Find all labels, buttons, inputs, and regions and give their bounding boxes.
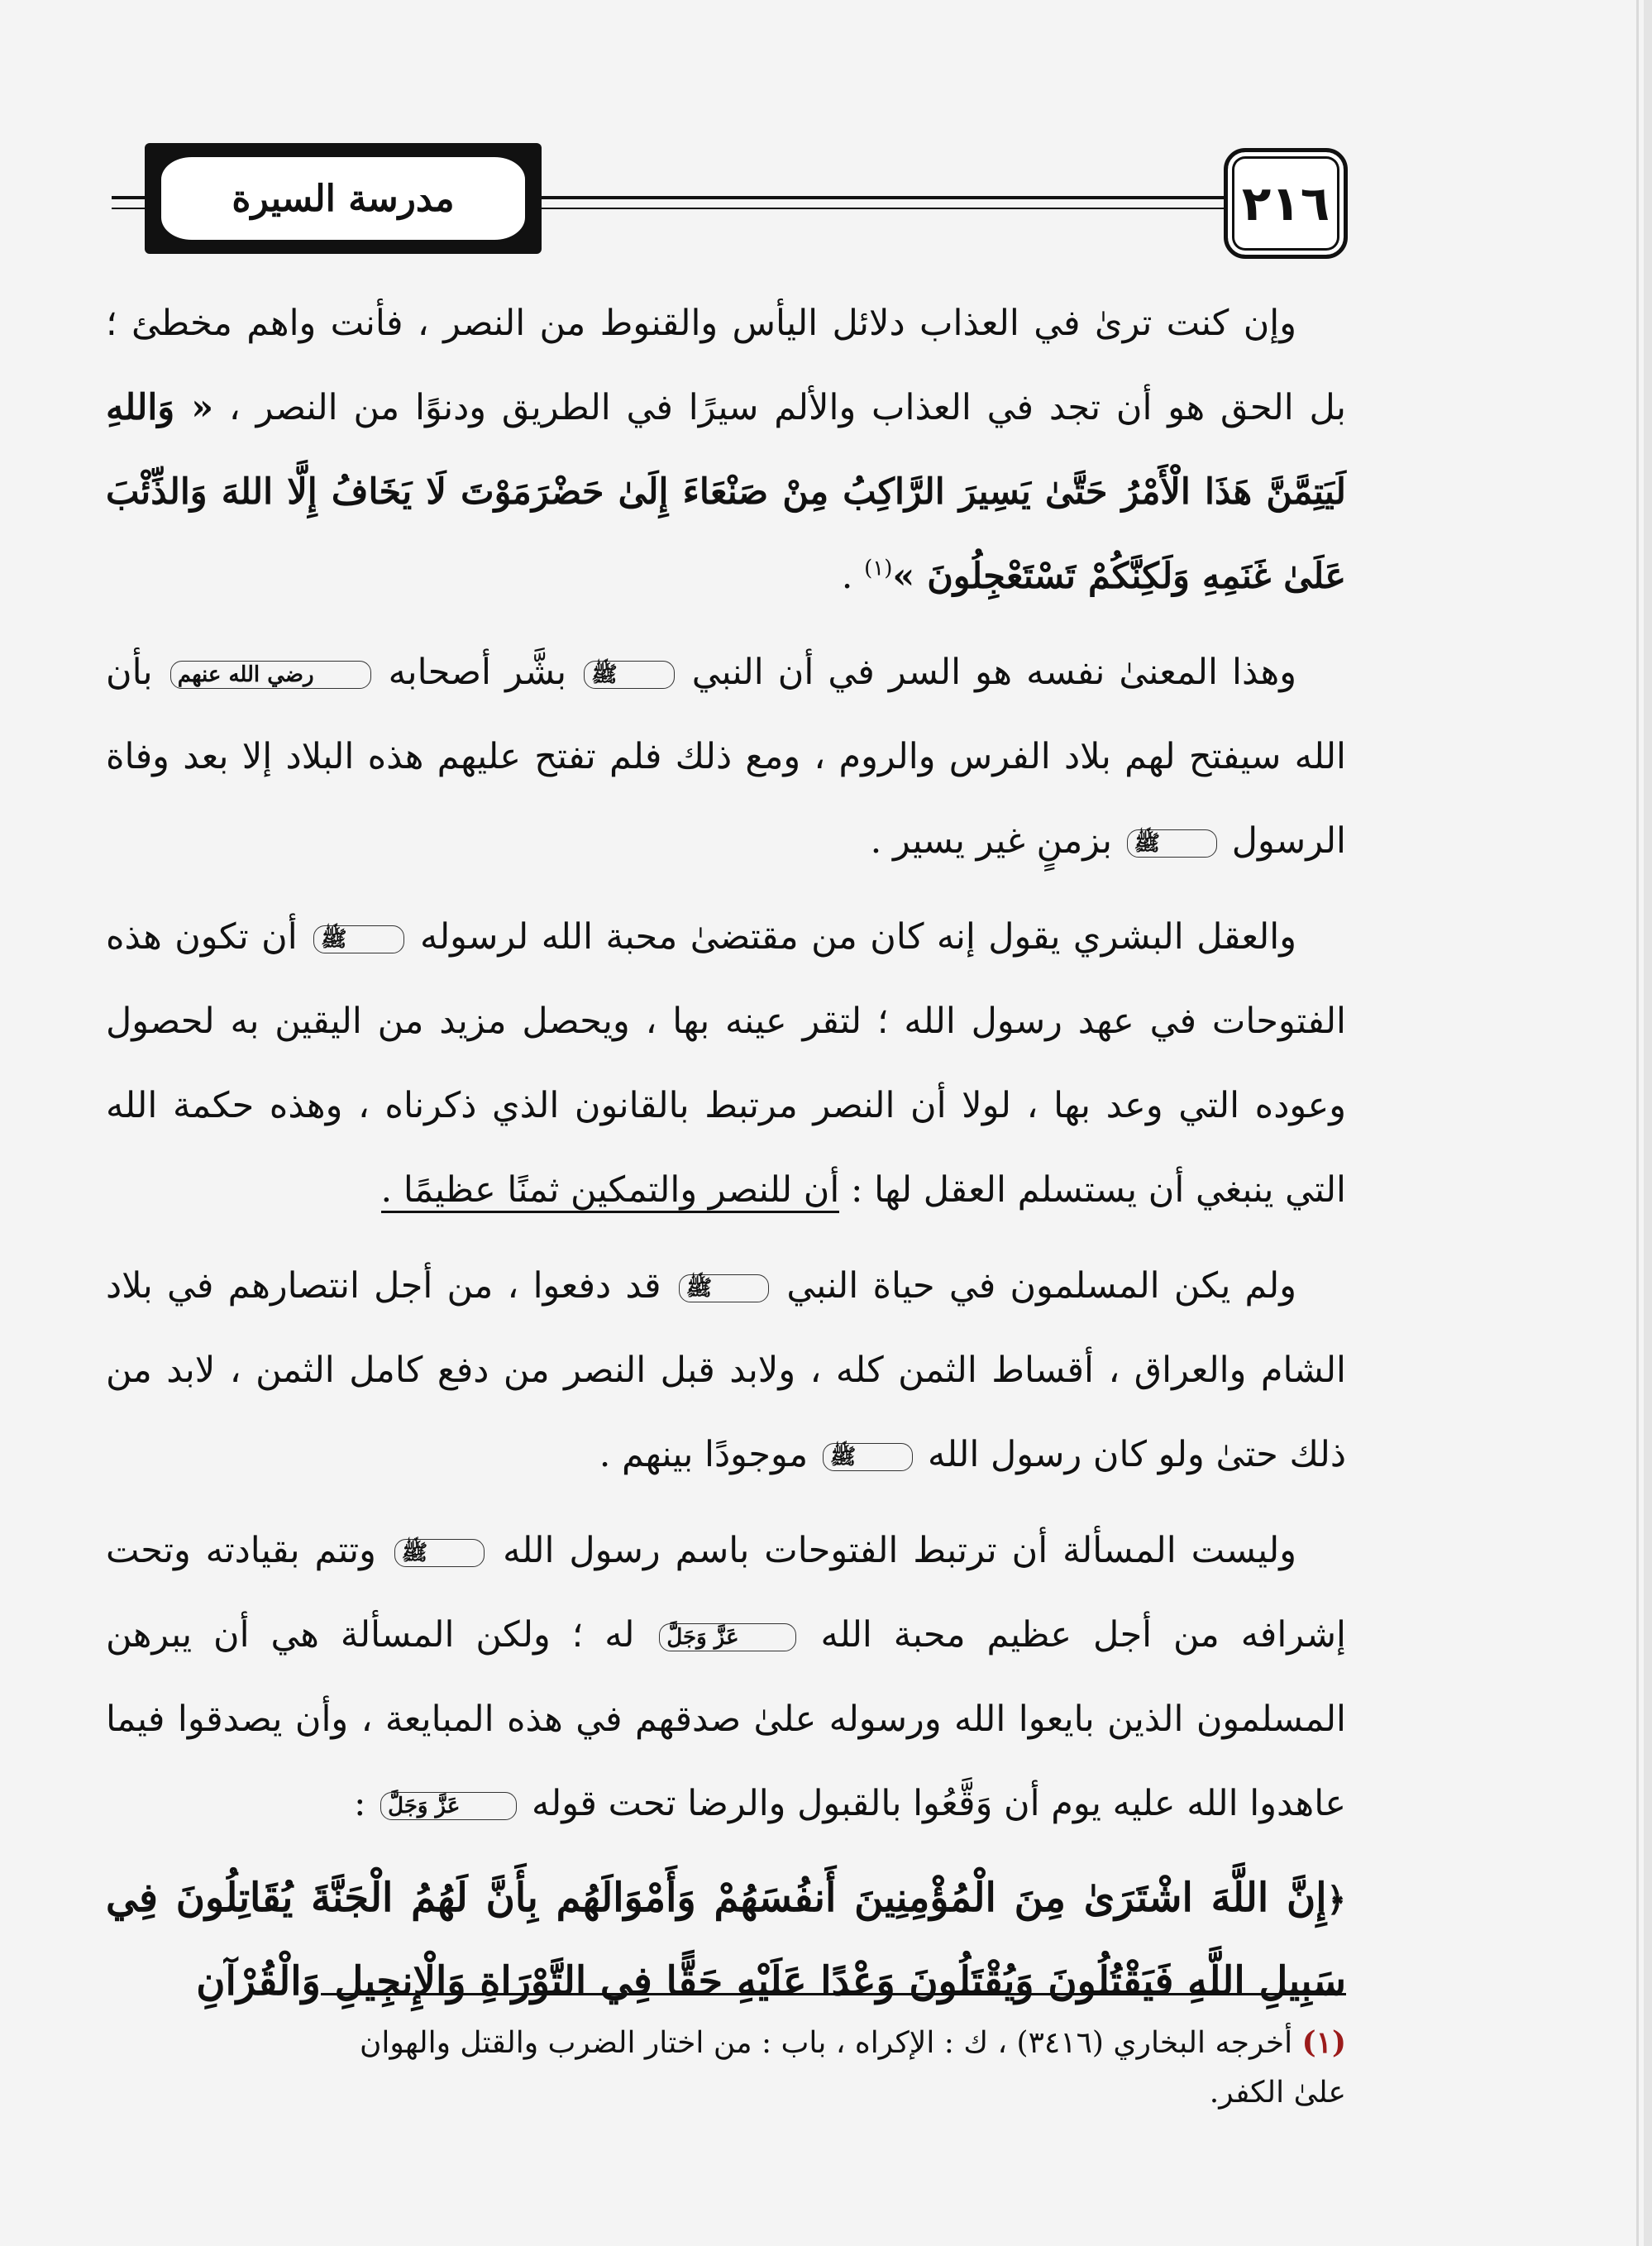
paragraph-text: قد دفعوا ، من أجل انتصارهم في بلاد الشام والعراق ، أقساط الثمن كله ، ولابد قبل النصر من دفع كامل الثمن ، لابد من ذلك حتىٰ ولو كان رسول الله xyxy=(106,1265,1346,1475)
salawat-glyph: ﷺ xyxy=(1127,829,1217,858)
salawat-glyph: ﷺ xyxy=(313,925,403,953)
footnote-number: (١) xyxy=(1301,2025,1346,2060)
paragraph-text: وليست المسألة أن ترتبط الفتوحات باسم رسول الله xyxy=(488,1530,1297,1571)
salawat-glyph: ﷺ xyxy=(823,1443,913,1471)
paragraph-1 xyxy=(106,281,1346,619)
book-title-ornament xyxy=(145,143,542,254)
quran-verse xyxy=(106,1857,1346,2022)
paragraph-text: أن تكون هذه الفتوحات في عهد رسول الله ؛ لتقر عينه بها ، ويحصل مزيد من اليقين به لحصول وعوده التي وعد بها ، لولا أن النصر مرتبط بالقانون الذي ذكرناه ، وهذه حكمة الله التي ينبغي أن يستسلم العقل لها : xyxy=(106,916,1346,1211)
book-title: مدرسة السيرة xyxy=(232,177,455,220)
paragraph-text: وإن كنت ترىٰ في العذاب دلائل اليأس والقنوط من النصر ، فأنت واهم مخطئ ؛ بل الحق هو أن تجد في العذاب والألم سيرًا في الطريق ودنوًا من النصر ، xyxy=(106,303,1346,428)
paragraph-3 xyxy=(106,895,1346,1232)
footnote-reference[interactable]: (١) xyxy=(864,556,893,581)
underlined-conclusion: أن للنصر والتمكين ثمنًا عظيمًا . xyxy=(381,1169,840,1213)
radiyallah-glyph: رضي الله عنهم xyxy=(170,661,371,689)
footnote-separator xyxy=(321,1993,1346,1995)
salawat-glyph: ﷺ xyxy=(679,1274,769,1302)
page-edge-line xyxy=(1636,0,1639,2246)
page-number: ٢١٦ xyxy=(1224,148,1348,259)
page-body xyxy=(106,281,1346,2033)
footnote xyxy=(304,2018,1346,2118)
paragraph-4 xyxy=(106,1244,1346,1497)
footnote-text: أخرجه البخاري (٣٤١٦) ، ك : الإكراه ، باب : من اختار الضرب والقتل والهوان علىٰ الكفر. xyxy=(359,2026,1346,2110)
book-title-cartouche xyxy=(159,155,528,242)
paragraph-2 xyxy=(106,630,1346,883)
paragraph-text: ولم يكن المسلمون في حياة النبي xyxy=(772,1265,1296,1307)
page-edge xyxy=(1644,0,1652,2246)
paragraph-text: بأن الله سيفتح لهم بلاد الفرس والروم ، ومع ذلك فلم تفتح عليهم هذه البلاد إلا بعد وفاة الرسول xyxy=(106,652,1346,862)
paragraph-text: وهذا المعنىٰ نفسه هو السر في أن النبي xyxy=(677,652,1296,693)
azza-wajal-glyph: عَزَّ وَجَلَّ xyxy=(659,1623,795,1651)
paragraph-text: له ؛ ولكن المسألة هي أن يبرهن المسلمون الذين بايعوا الله ورسوله علىٰ صدقهم في هذه المبايعة ، وأن يصدقوا فيما عاهدوا الله عليه يوم أن وَقَّعُوا بالقبول والرضا تحت قوله xyxy=(106,1614,1346,1824)
salawat-glyph: ﷺ xyxy=(394,1539,485,1567)
paragraph-text: بشَّر أصحابه xyxy=(374,652,581,693)
azza-wajal-glyph: عَزَّ وَجَلَّ xyxy=(380,1792,517,1820)
paragraph-text: . xyxy=(841,556,865,597)
salawat-glyph: ﷺ xyxy=(584,661,674,689)
paragraph-text: بزمنٍ غير يسير . xyxy=(870,820,1124,862)
quran-open-bracket: ﴿ xyxy=(1326,1880,1346,1919)
quran-verse-text: إِنَّ اللَّهَ اشْتَرَىٰ مِنَ الْمُؤْمِنِينَ أَنفُسَهُمْ وَأَمْوَالَهُم بِأَنَّ لَهُمُ الْجَنَّةَ يُقَاتِلُونَ فِي سَبِيلِ اللَّهِ فَيَقْتُلُونَ وَيُقْتَلُونَ وَعْدًا عَلَيْهِ حَقًّا فِي التَّوْرَاةِ وَالْإِنجِيلِ وَالْقُرْآنِ xyxy=(106,1875,1346,2005)
paragraph-text: وتتم بقيادته وتحت إشرافه من أجل عظيم محبة الله xyxy=(106,1530,1346,1656)
hadith-quote: « وَاللهِ لَيَتِمَّنَّ هَذَا الْأَمْرُ حَتَّىٰ يَسِيرَ الرَّاكِبُ مِنْ صَنْعَاءَ إِلَىٰ حَضْرَمَوْتَ لَا يَخَافُ إِلَّا اللهَ وَالذِّئْبَ عَلَىٰ غَنَمِهِ وَلَكِنَّكُمْ تَسْتَعْجِلُونَ » xyxy=(106,387,1346,597)
paragraph-text: : xyxy=(354,1783,378,1824)
paragraph-5 xyxy=(106,1508,1346,1846)
paragraph-text: والعقل البشري يقول إنه كان من مقتضىٰ محبة الله لرسوله xyxy=(407,916,1296,958)
page-header xyxy=(112,136,1348,260)
paragraph-text: موجودًا بينهم . xyxy=(599,1434,819,1475)
